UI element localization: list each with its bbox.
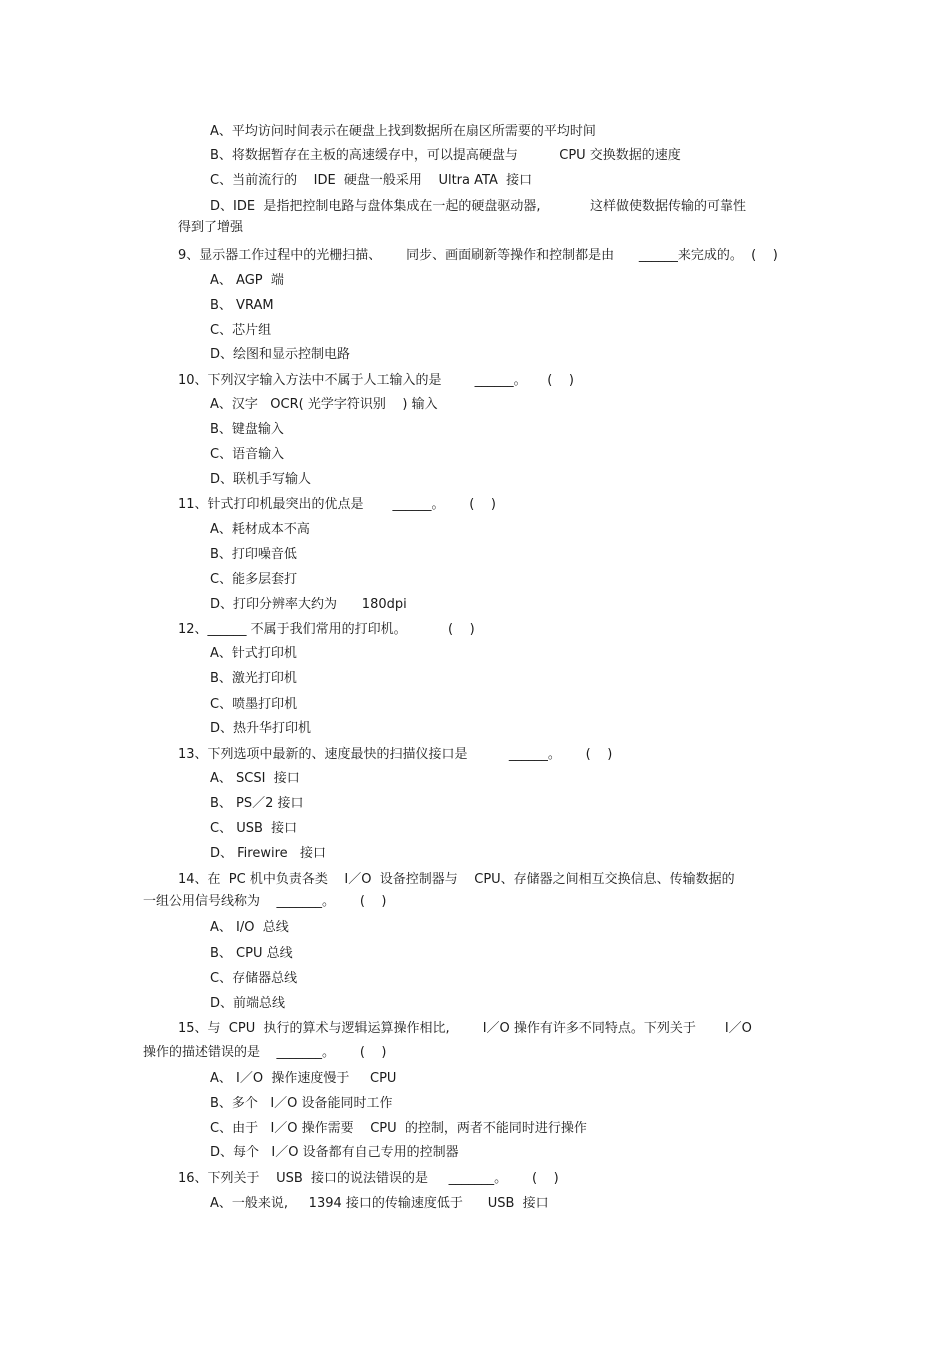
- option-line: B、多个 I／O 设备能同时工作: [210, 1096, 393, 1111]
- question-line: 10、下列汉字输入方法中不属于人工输入的是 ______。 ( ): [178, 373, 574, 388]
- option-line: D、 Firewire 接口: [210, 846, 327, 861]
- question-line: 15、与 CPU 执行的算术与逻辑运算操作相比, I／O 操作有许多不同特点。下列关于 I／O: [178, 1021, 752, 1036]
- option-line: A、 AGP 端: [210, 273, 284, 288]
- option-line: B、打印噪音低: [210, 547, 297, 562]
- option-line: C、喷墨打印机: [210, 697, 298, 712]
- option-line: D、联机手写输人: [210, 472, 312, 487]
- option-line: A、 SCSI 接口: [210, 771, 300, 786]
- option-line: C、存储器总线: [210, 971, 298, 986]
- option-line: A、平均访问时间表示在硬盘上找到数据所在扇区所需要的平均时间: [210, 124, 596, 139]
- option-line: B、 VRAM: [210, 298, 274, 313]
- option-line: C、由于 I／O 操作需要 CPU 的控制，两者不能同时进行操作: [210, 1121, 587, 1136]
- option-line: A、耗材成本不高: [210, 522, 310, 537]
- question-line: 13、下列选项中最新的、速度最快的扫描仪接口是 ______。 ( ): [178, 747, 613, 762]
- option-line: B、激光打印机: [210, 671, 297, 686]
- option-line: B、 PS／2 接口: [210, 796, 304, 811]
- option-line: D、前端总线: [210, 996, 286, 1011]
- option-line: C、语音输入: [210, 447, 285, 462]
- option-line: B、 CPU 总线: [210, 946, 293, 961]
- option-line: D、每个 I／O 设备都有自己专用的控制器: [210, 1145, 459, 1160]
- question-line-continuation: 一组公用信号线称为 _______。 ( ): [143, 894, 387, 909]
- option-line: D、IDE 是指把控制电路与盘体集成在一起的硬盘驱动器, 这样做使数据传输的可靠性: [210, 199, 747, 214]
- question-line-continuation: 操作的描述错误的是 _______。 ( ): [143, 1045, 387, 1060]
- option-line: B、将数据暂存在主板的高速缓存中，可以提高硬盘与 CPU 交换数据的速度: [210, 148, 681, 163]
- question-line: 9、显示器工作过程中的光栅扫描、 同步、画面刷新等操作和控制都是由 ______来完成的。 ( ): [178, 248, 778, 263]
- option-line: A、针式打印机: [210, 646, 297, 661]
- question-line: 14、在 PC 机中负责各类 I／O 设备控制器与 CPU、存储器之间相互交换信息、传输数据的: [178, 872, 735, 887]
- option-line: B、键盘输入: [210, 422, 284, 437]
- option-line: A、 I/O 总线: [210, 920, 289, 935]
- option-line: A、汉字 OCR( 光学字符识别 ) 输入: [210, 397, 438, 412]
- option-line: D、打印分辨率大约为 180dpi: [210, 597, 407, 612]
- question-line: 11、针式打印机最突出的优点是 ______。 ( ): [178, 497, 496, 512]
- option-line: A、一般来说, 1394 接口的传输速度低于 USB 接口: [210, 1196, 549, 1211]
- option-line: C、芯片组: [210, 323, 272, 338]
- option-line: D、热升华打印机: [210, 721, 312, 736]
- question-line: 12、______ 不属于我们常用的打印机。 ( ): [178, 622, 475, 637]
- option-line: C、 USB 接口: [210, 821, 298, 836]
- option-line: C、能多层套打: [210, 572, 298, 587]
- question-line: 16、下列关于 USB 接口的说法错误的是 _______。 ( ): [178, 1171, 559, 1186]
- option-line: A、 I／O 操作速度慢于 CPU: [210, 1071, 397, 1086]
- option-line: D、绘图和显示控制电路: [210, 347, 351, 362]
- option-line: C、当前流行的 IDE 硬盘一般采用 Ultra ATA 接口: [210, 173, 533, 188]
- option-line-continuation: 得到了增强: [178, 220, 244, 235]
